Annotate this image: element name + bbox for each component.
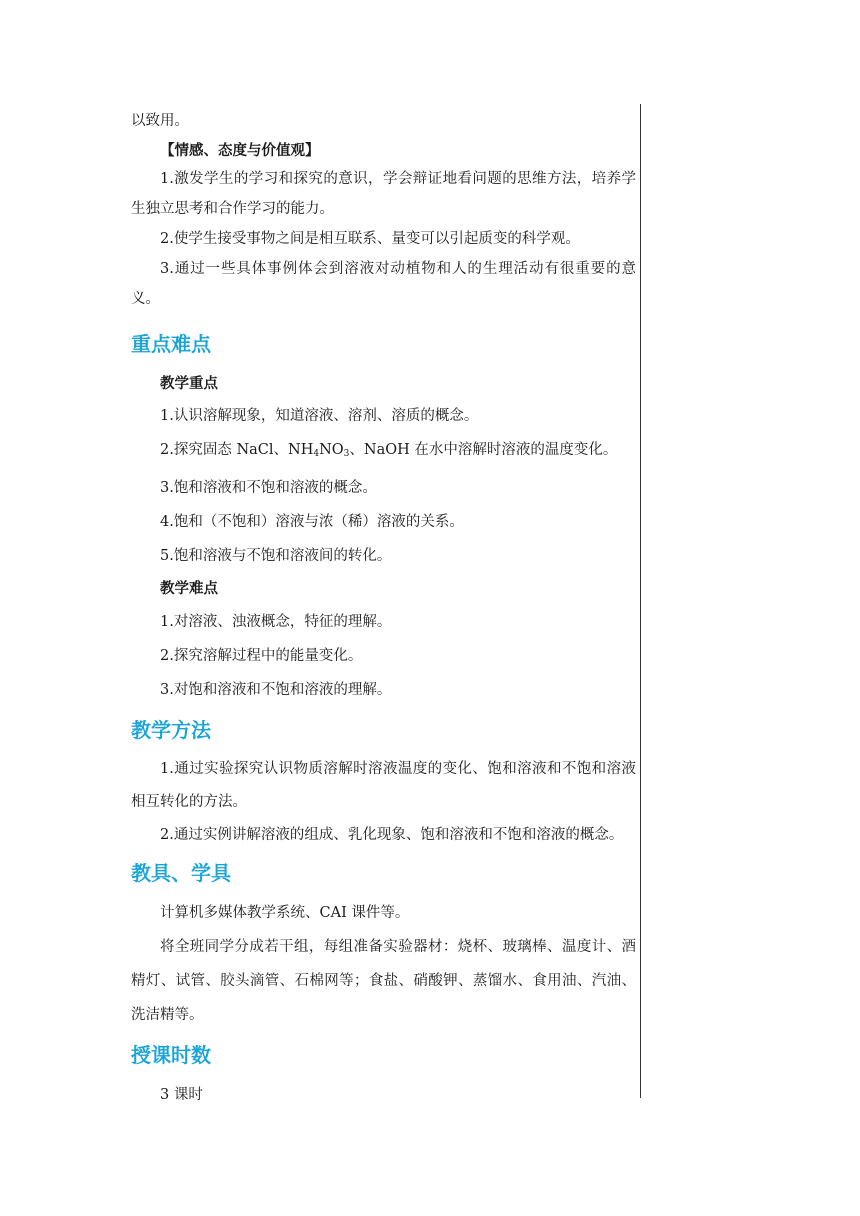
difficulty-item-3: 3.对饱和溶液和不饱和溶液的理解。 — [160, 682, 392, 698]
emotion-item-3: 3.通过一些具体事例体会到溶液对动植物和人的生理活动有很重要的意义。 — [131, 261, 636, 307]
heading-hours: 授课时数 — [131, 1043, 211, 1067]
emotion-item-2: 2.使学生接受事物之间是相互联系、量变可以引起质变的科学观。 — [160, 231, 580, 247]
difficulty-item-2: 2.探究溶解过程中的能量变化。 — [160, 648, 363, 664]
document-body — [131, 106, 636, 1112]
focus-item-5: 5.饱和溶液与不饱和溶液间的转化。 — [160, 548, 392, 564]
emotion-title: 【情感、态度与价值观】 — [160, 142, 320, 159]
focus-item-4: 4.饱和（不饱和）溶液与浓（稀）溶液的关系。 — [160, 514, 464, 530]
margin-rule — [640, 104, 641, 1098]
focus-item-2: 2.探究固态 NaCl、$NH_4NO_3$、NaOH 在水中溶解时溶液的温度变化。 — [160, 442, 618, 459]
heading-methods: 教学方法 — [131, 718, 211, 742]
tools-item-2: 将全班同学分成若干组，每组准备实验器材：烧杯、玻璃棒、温度计、酒精灯、试管、胶头滴管、石棉网等；食盐、硝酸钾、蒸馏水、食用油、汽油、洗洁精等。 — [131, 939, 636, 1023]
heading-key-points: 重点难点 — [131, 332, 211, 356]
focus-item-1: 1.认识溶解现象，知道溶液、溶剂、溶质的概念。 — [160, 408, 479, 424]
tools-item-1: 计算机多媒体教学系统、CAI 课件等。 — [160, 905, 410, 921]
hours-value: 3 课时 — [160, 1087, 203, 1103]
focus-item-3: 3.饱和溶液和不饱和溶液的概念。 — [160, 480, 377, 496]
methods-item-1: 1.通过实验探究认识物质溶解时溶液温度的变化、饱和溶液和不饱和溶液相互转化的方法。 — [131, 761, 636, 810]
emotion-item-1: 1.激发学生的学习和探究的意识，学会辩证地看问题的思维方法，培养学生独立思考和合作学习的能力。 — [131, 171, 636, 217]
difficulty-item-1: 1.对溶液、浊液概念，特征的理解。 — [160, 614, 392, 630]
heading-tools: 教具、学具 — [131, 861, 231, 885]
difficulty-title: 教学难点 — [160, 580, 218, 597]
intro-tail: 以致用。 — [131, 113, 189, 129]
methods-item-2: 2.通过实例讲解溶液的组成、乳化现象、饱和溶液和不饱和溶液的概念。 — [160, 827, 624, 843]
focus-title: 教学重点 — [160, 375, 218, 392]
